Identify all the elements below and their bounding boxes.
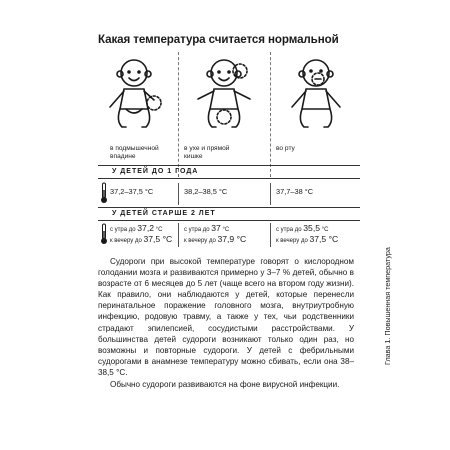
cell-divider [178, 223, 179, 247]
cell-divider [270, 183, 271, 205]
temp-ear-rectal-infants: 38,2–38,5 °С [184, 187, 228, 196]
chapter-side-label: Глава 1. Повышенная температура [383, 247, 392, 365]
section-rule [98, 165, 360, 166]
thermometer-icon [100, 182, 108, 204]
temp-armpit-infants: 37,2–37,5 °С [110, 187, 154, 196]
column-divider [178, 52, 179, 177]
caption-mouth: во рту [276, 145, 295, 152]
baby-mouth-illustration [284, 55, 348, 141]
baby-ear-rectal-illustration [192, 55, 256, 141]
section-rule [98, 220, 360, 221]
temp-mouth-infants: 37,7–38 °С [276, 187, 314, 196]
cell-divider [178, 183, 179, 205]
caption-ear-rectal: в ухе и прямой кишке [184, 145, 230, 160]
thermometer-icon [100, 223, 108, 245]
morning-armpit: с утра до 37,2 °С [110, 223, 163, 233]
section-title-older: У ДЕТЕЙ СТАРШЕ 2 ЛЕТ [112, 210, 216, 217]
baby-armpit-illustration [102, 55, 166, 141]
morning-ear-rectal: с утра до 37 °С [184, 223, 230, 233]
caption-armpit: в подмышечной впадине [110, 145, 159, 160]
cell-divider [270, 223, 271, 247]
body-text [98, 256, 354, 390]
section-title-infants: У ДЕТЕЙ ДО 1 ГОДА [112, 168, 199, 175]
paragraph: Обычно судороги развиваются на фоне вирусной инфекции. [110, 380, 340, 390]
evening-ear-rectal: к вечеру до 37,9 °С [184, 234, 247, 244]
column-divider [270, 52, 271, 177]
paragraph: Судороги при высокой температуре говорят о кислородном голодании мозга и развиваются примерно у 3–7 % детей, обычно в возрасте от 6 месяцев до 5 лет (чаще всего на втором году жизни). Как правило, они наблюдаются у детей, которые перенесли перинатальное поражение головного мозга, внутриутробную инфекцию, родовую травму, а также у тех, чьи родственники страдают эпилепсией, сосудистыми расстройствами. У большинства детей судороги возникают только один раз, но возможны и повторные судороги. У детей с фебрильными судорогами в анамнезе температуру можно сбивать, если она 38–38,5 °С. [98, 257, 354, 377]
evening-armpit: к вечеру до 37,5 °С [110, 234, 173, 244]
section-rule [98, 207, 360, 208]
page-title: Какая температура считается нормальной [98, 33, 339, 46]
morning-mouth: с утра до 35,5 °С [276, 223, 329, 233]
section-rule [98, 178, 360, 179]
evening-mouth: к вечеру до 37,5 °С [276, 234, 339, 244]
